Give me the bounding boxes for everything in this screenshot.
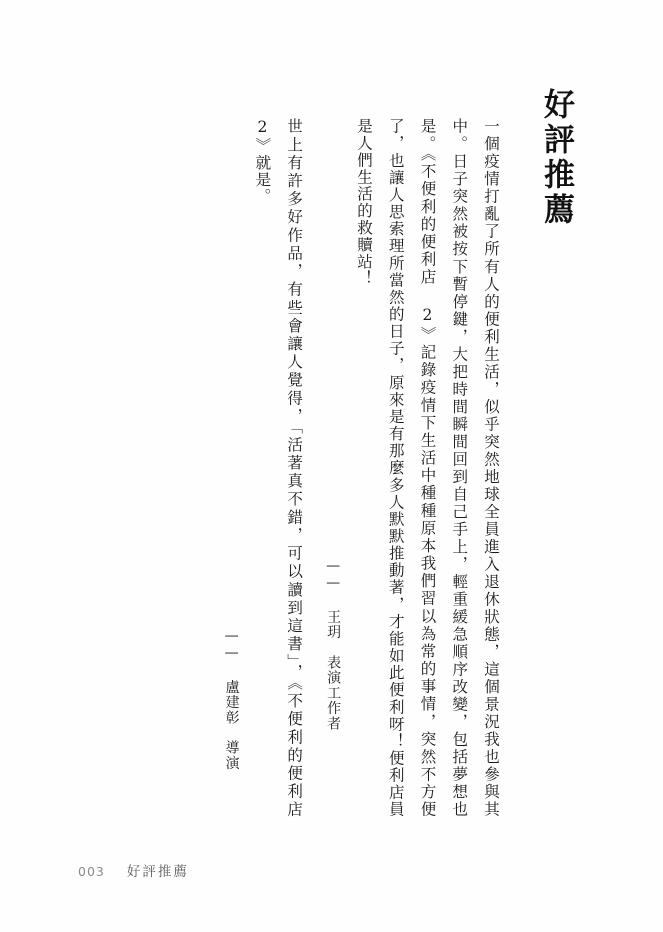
page-content (110, 88, 574, 818)
page-footer (78, 860, 189, 880)
running-head: 好評推薦 (126, 864, 189, 880)
page-title: 好評推薦 (538, 88, 574, 228)
attribution-2: —— 盧建彰 導演 (223, 628, 240, 771)
page-number: 003 (78, 864, 105, 879)
paragraph-2: 世上有許多好作品，有些會讓人覺得，「活著真不錯，可以讀到這書」，《不便利的便利店 2》就是。 (253, 118, 304, 818)
attribution-1: —— 王玥 表演工作者 (325, 558, 342, 732)
paragraph-1: 一個疫情打亂了所有人的便利生活，似乎突然地球全員進入退休狀態，這個景況我也參與其中。日子突然被按下暫停鍵，大把時間瞬間回到自己手上，輕重緩急順序改變，包括夢想也是。《不便利的便利店 2》記錄疫情下生活中種種原本我們習以為常的事情，突然不方便了，也讓人思索理所當然的日子，原來是有那麼多人默默推動著，才能如此便利呀！便利店員是人們生活的救贖站！ (354, 118, 500, 818)
body-text-block (218, 88, 506, 818)
